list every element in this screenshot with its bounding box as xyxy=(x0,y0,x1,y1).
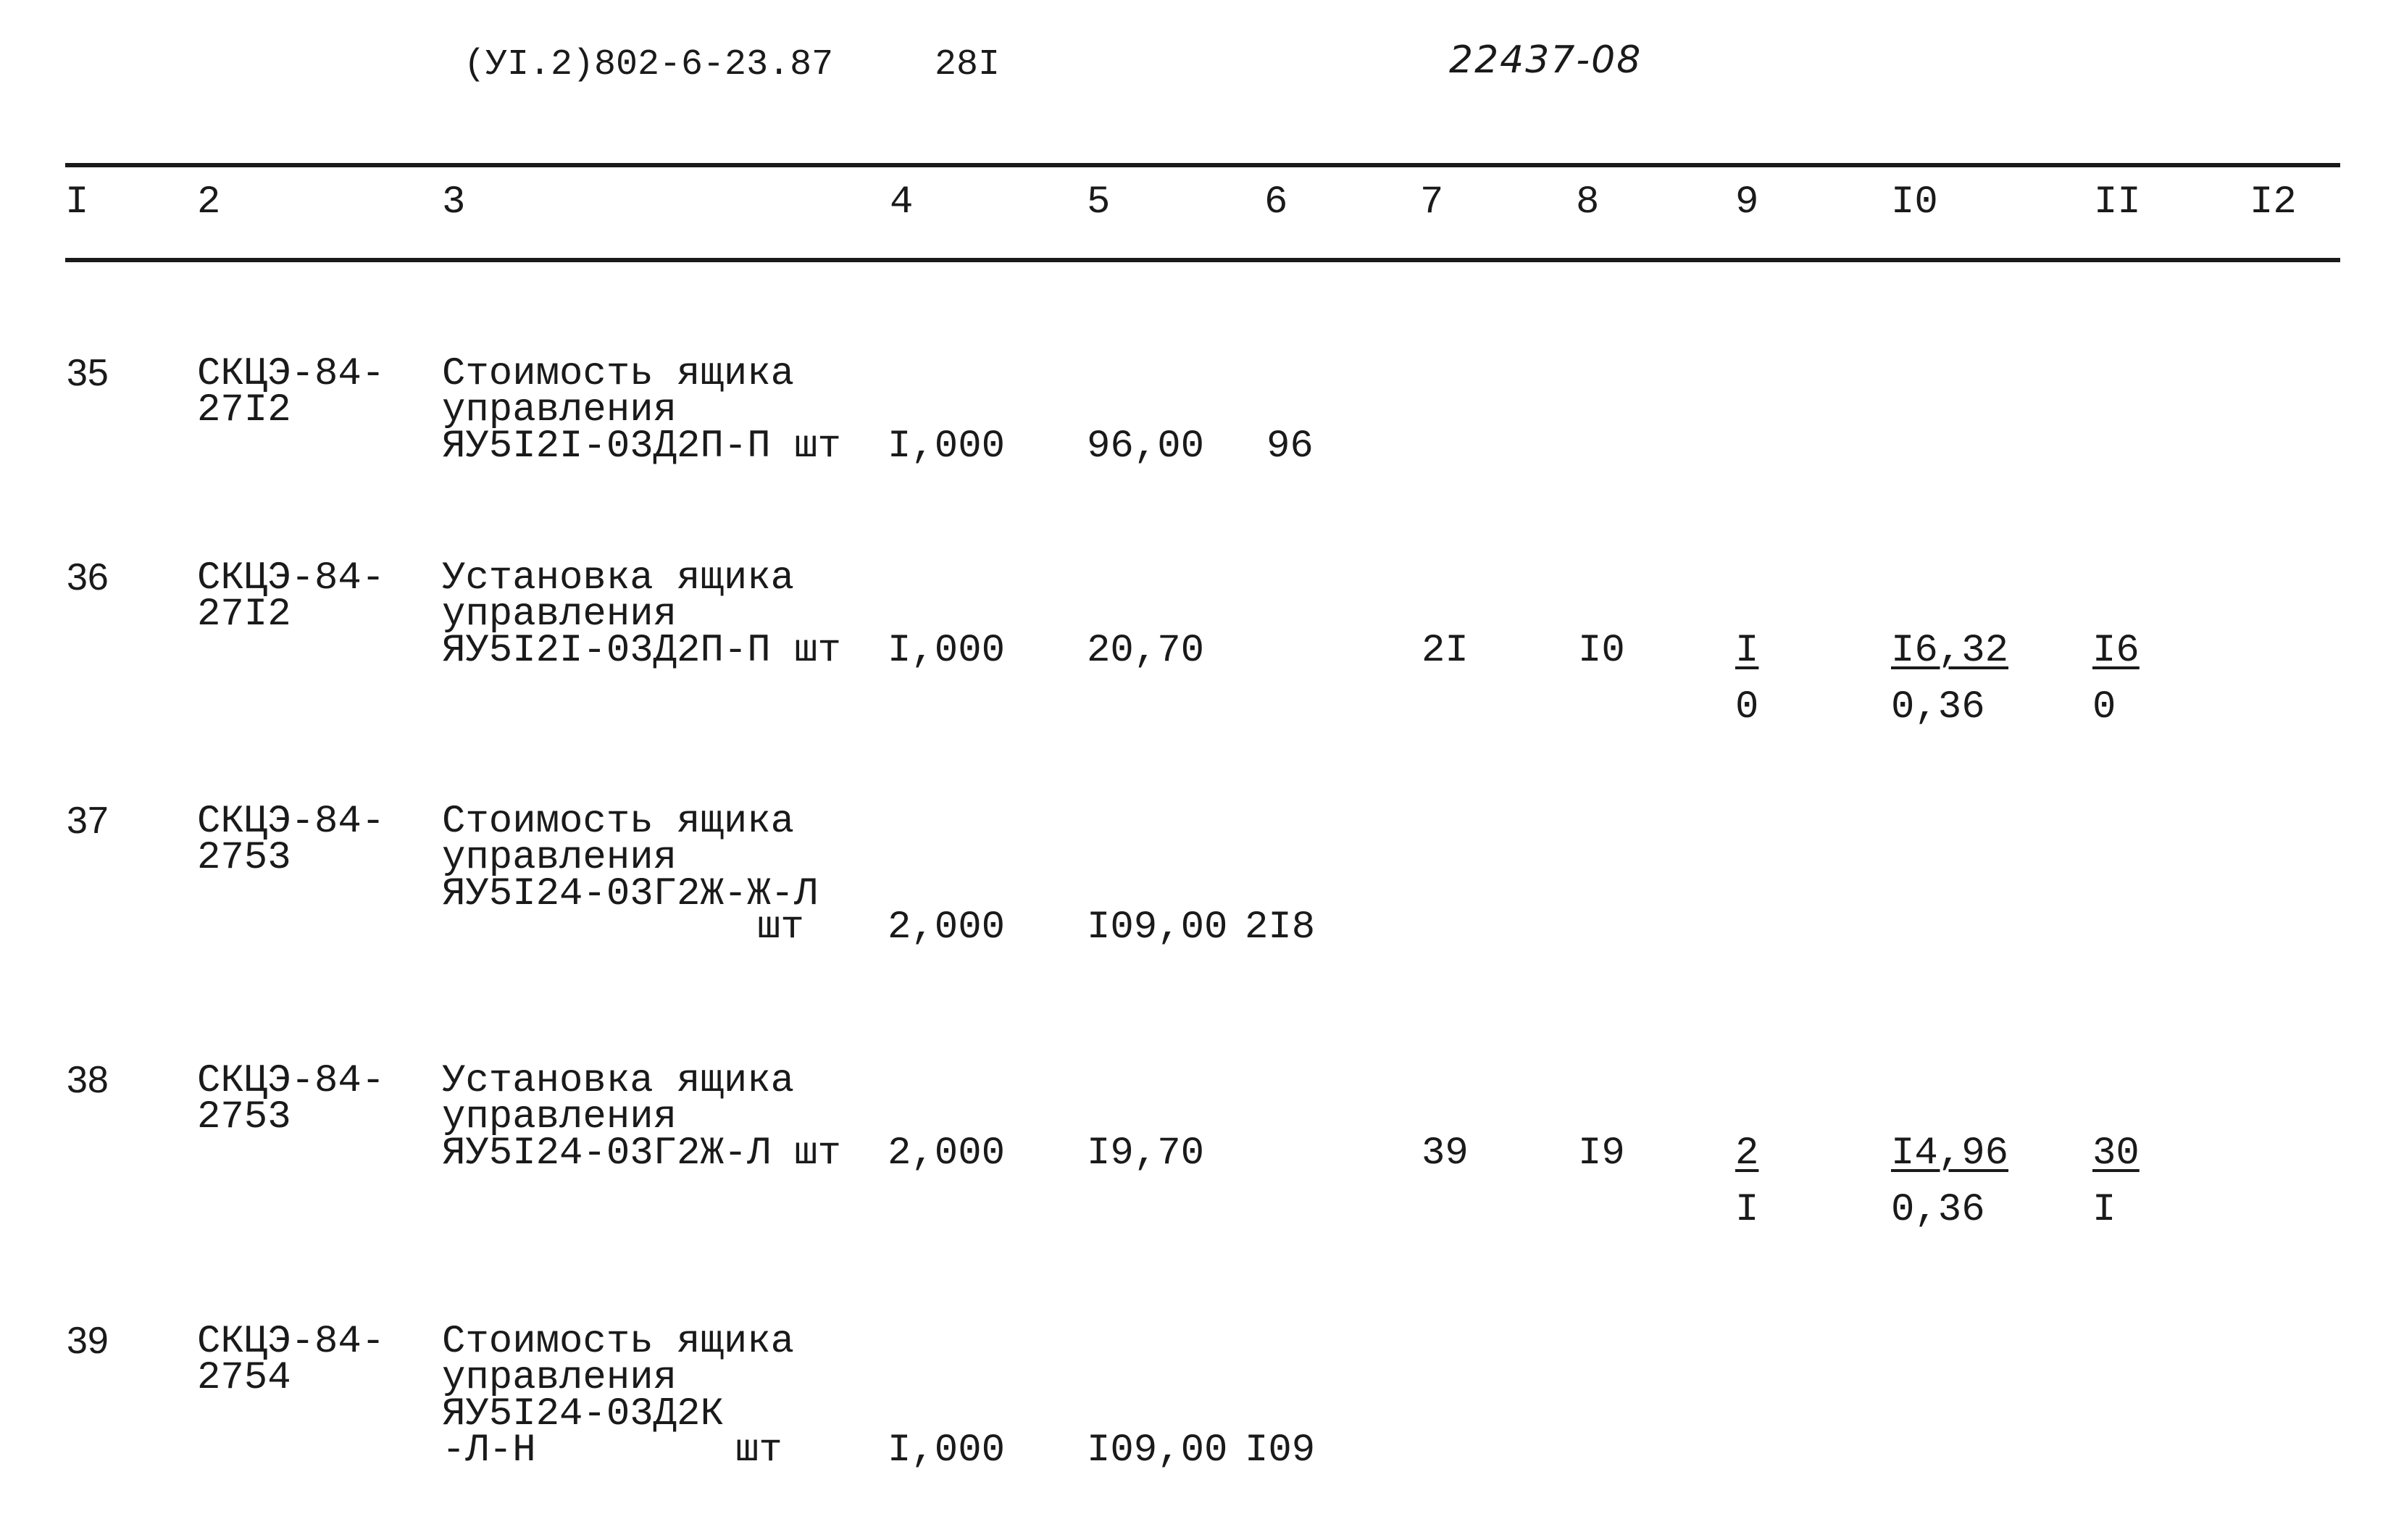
row-36-col11-bottom: 0 xyxy=(2092,685,2116,729)
row-38-col10-bottom: 0,36 xyxy=(1891,1188,1985,1232)
row-37-code-line-1: СКЦЭ-84- xyxy=(197,800,385,844)
row-36-col10-top: I6,32 xyxy=(1891,629,2009,673)
row-38-col7: 39 xyxy=(1422,1131,1469,1176)
row-36-desc-line-2: управления xyxy=(442,593,677,637)
row-38-desc-line-2: управления xyxy=(442,1095,677,1139)
row-35-number: 35 xyxy=(67,352,109,394)
row-39-desc-line-2: управления xyxy=(442,1356,677,1400)
row-36-col7: 2I xyxy=(1422,629,1469,673)
row-35-quantity: I,000 xyxy=(888,424,1006,469)
row-35-desc-line-3: ЯУ5I2I-03Д2П-П шт xyxy=(442,424,841,469)
row-36-code-line-2: 27I2 xyxy=(197,593,291,637)
row-39-desc-line-1: Стоимость ящика xyxy=(442,1320,795,1364)
top-rule xyxy=(65,163,2340,167)
row-38-col9-top: 2 xyxy=(1735,1131,1759,1176)
row-39-code-line-1: СКЦЭ-84- xyxy=(197,1320,385,1364)
row-36-col10-bottom: 0,36 xyxy=(1891,685,1985,729)
row-38-code-line-1: СКЦЭ-84- xyxy=(197,1059,385,1103)
column-header-7: 7 xyxy=(1420,180,1444,225)
column-header-4: 4 xyxy=(890,180,914,225)
row-35-total: 96 xyxy=(1266,424,1314,469)
row-36-col9-bottom: 0 xyxy=(1735,685,1759,729)
row-37-quantity: 2,000 xyxy=(888,905,1006,950)
row-38-quantity: 2,000 xyxy=(888,1131,1006,1176)
row-38-code-line-2: 2753 xyxy=(197,1095,291,1139)
row-37-desc-line-2: управления xyxy=(442,836,677,880)
row-39-number: 39 xyxy=(67,1320,109,1362)
column-header-3: 3 xyxy=(442,180,466,225)
row-36-desc-line-1: Установка ящика xyxy=(442,556,795,600)
row-38-code xyxy=(197,1059,385,1139)
column-header-11: II xyxy=(2094,180,2141,225)
column-header-9: 9 xyxy=(1735,180,1759,225)
column-header-2: 2 xyxy=(197,180,221,225)
row-36-desc-line-3: ЯУ5I2I-03Д2П-П шт xyxy=(442,629,841,673)
row-38-desc-line-1: Установка ящика xyxy=(442,1059,795,1103)
row-36-code-line-1: СКЦЭ-84- xyxy=(197,556,385,600)
row-38-col11-top: 30 xyxy=(2092,1131,2140,1176)
row-37-unit: шт xyxy=(757,905,804,950)
row-39-unit-price: I09,00 xyxy=(1087,1428,1228,1473)
row-39-code xyxy=(197,1320,385,1400)
row-37-desc-line-1: Стоимость ящика xyxy=(442,800,795,844)
row-35-desc-line-1: Стоимость ящика xyxy=(442,352,795,396)
row-38-col8: I9 xyxy=(1578,1131,1625,1176)
row-35-code-line-1: СКЦЭ-84- xyxy=(197,352,385,396)
row-36-col9-top: I xyxy=(1735,629,1759,673)
column-header-6: 6 xyxy=(1264,180,1288,225)
row-38-col9-bottom: I xyxy=(1735,1188,1759,1232)
column-header-5: 5 xyxy=(1087,180,1111,225)
series-code: (УI.2)802-6-23.87 xyxy=(464,44,834,85)
row-39-unit: шт xyxy=(735,1428,782,1473)
header-rule xyxy=(65,258,2340,262)
column-header-12: I2 xyxy=(2250,180,2297,225)
row-39-total: I09 xyxy=(1245,1428,1316,1473)
row-36-col11-top: I6 xyxy=(2092,629,2140,673)
row-36-unit-price: 20,70 xyxy=(1087,629,1205,673)
row-39-code-line-2: 2754 xyxy=(197,1356,291,1400)
row-37-code-line-2: 2753 xyxy=(197,836,291,880)
row-39-quantity: I,000 xyxy=(888,1428,1006,1473)
column-header-1: I xyxy=(65,180,89,225)
row-36-col8: I0 xyxy=(1578,629,1625,673)
page-number: 28I xyxy=(935,44,1001,85)
document-number: 22437-08 xyxy=(1449,38,1642,82)
row-38-description xyxy=(442,1059,841,1176)
row-37-total: 2I8 xyxy=(1245,905,1316,950)
row-37-unit-price: I09,00 xyxy=(1087,905,1228,950)
row-37-code xyxy=(197,800,385,880)
row-36-quantity: I,000 xyxy=(888,629,1006,673)
row-36-code xyxy=(197,556,385,637)
row-37-number: 37 xyxy=(67,800,109,842)
row-35-code xyxy=(197,352,385,432)
row-38-col11-bottom: I xyxy=(2092,1188,2116,1232)
row-38-col10-top: I4,96 xyxy=(1891,1131,2009,1176)
row-35-code-line-2: 27I2 xyxy=(197,388,291,432)
column-header-8: 8 xyxy=(1576,180,1600,225)
row-38-desc-line-3: ЯУ5I24-03Г2Ж-Л шт xyxy=(442,1131,841,1176)
row-37-desc-line-3: ЯУ5I24-03Г2Ж-Ж-Л xyxy=(442,872,818,916)
row-35-desc-line-2: управления xyxy=(442,388,677,432)
column-header-10: I0 xyxy=(1891,180,1938,225)
row-38-unit-price: I9,70 xyxy=(1087,1131,1205,1176)
row-39-desc-line-4: -Л-Н xyxy=(442,1428,536,1473)
row-35-unit-price: 96,00 xyxy=(1087,424,1205,469)
row-37-description xyxy=(442,800,818,916)
row-38-number: 38 xyxy=(67,1059,109,1101)
row-36-number: 36 xyxy=(67,556,109,598)
row-36-description xyxy=(442,556,841,673)
row-35-description xyxy=(442,352,841,469)
row-39-desc-line-3: ЯУ5I24-03Д2К xyxy=(442,1392,724,1436)
